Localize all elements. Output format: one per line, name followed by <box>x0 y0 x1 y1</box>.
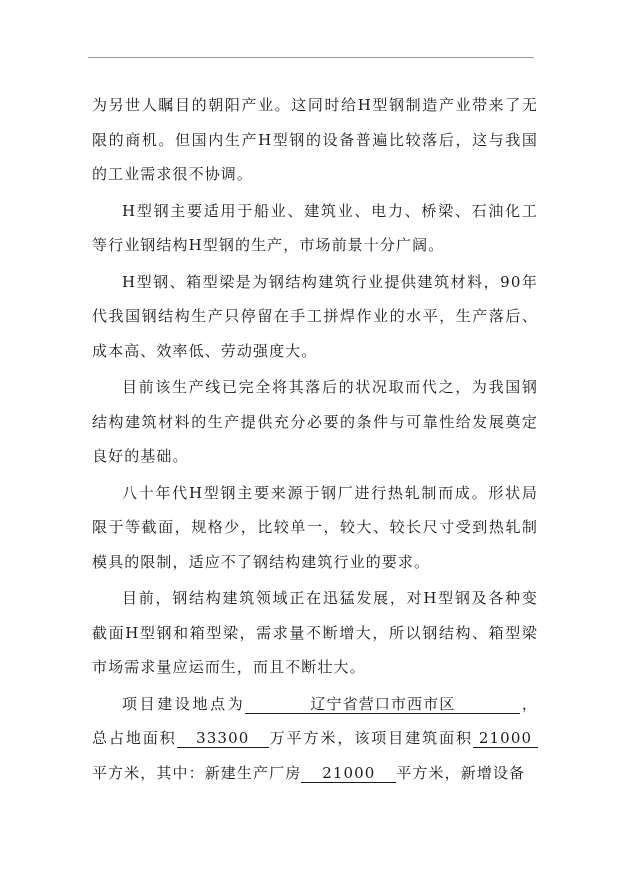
location-label: 项目建设地点为 <box>122 694 246 713</box>
area-value: 33300 <box>177 729 269 748</box>
location-value: 辽宁省营口市西市区 <box>245 695 520 714</box>
building-area-value: 21000 <box>473 729 538 748</box>
factory-area-value: 21000 <box>301 764 396 783</box>
location-end: ， <box>520 694 538 713</box>
project-info-paragraph <box>92 687 538 791</box>
header-rule <box>88 57 534 58</box>
paragraph: 八十年代H型钢主要来源于钢厂进行热轧制而成。形状局限于等截面，规格少，比较单一，较大、较长尺寸受到热轧制模具的限制，适应不了钢结构建筑行业的要求。 <box>92 483 538 571</box>
document-body <box>92 88 538 792</box>
paragraph: 目前，钢结构建筑领域正在迅猛发展，对H型钢及各种变截面H型钢和箱型梁，需求量不断增大，所以钢结构、箱型梁市场需求量应运而生，而且不断壮大。 <box>92 589 538 676</box>
tail-text: 平方米，新增设备 <box>396 763 526 782</box>
area-label: 总占地面积 <box>92 729 177 747</box>
paragraph: 目前该生产线已完全将其落后的状况取而代之，为我国钢结构建筑材料的生产提供充分必要的条件与可靠性给发展奠定良好的基础。 <box>92 378 538 465</box>
paragraph: H型钢、箱型梁是为钢结构建筑行业提供建筑材料，90年代我国钢结构生产只停留在手工拼焊作业的水平，生产落后、成本高、效率低、劳动强度大。 <box>92 272 538 360</box>
sqm-label: 平方米，其中：新建生产厂房 <box>92 763 302 782</box>
area-unit: 万平方米，该项目建筑面积 <box>268 729 473 747</box>
paragraph: H型钢主要适用于船业、建筑业、电力、桥梁、石油化工等行业钢结构H型钢的生产，市场前景十分广阔。 <box>92 201 538 254</box>
paragraph-continuation: 为另世人瞩目的朝阳产业。这同时给H型钢制造产业带来了无限的商机。但国内生产H型钢的设备普遍比较落后，这与我国的工业需求很不协调。 <box>92 96 538 183</box>
